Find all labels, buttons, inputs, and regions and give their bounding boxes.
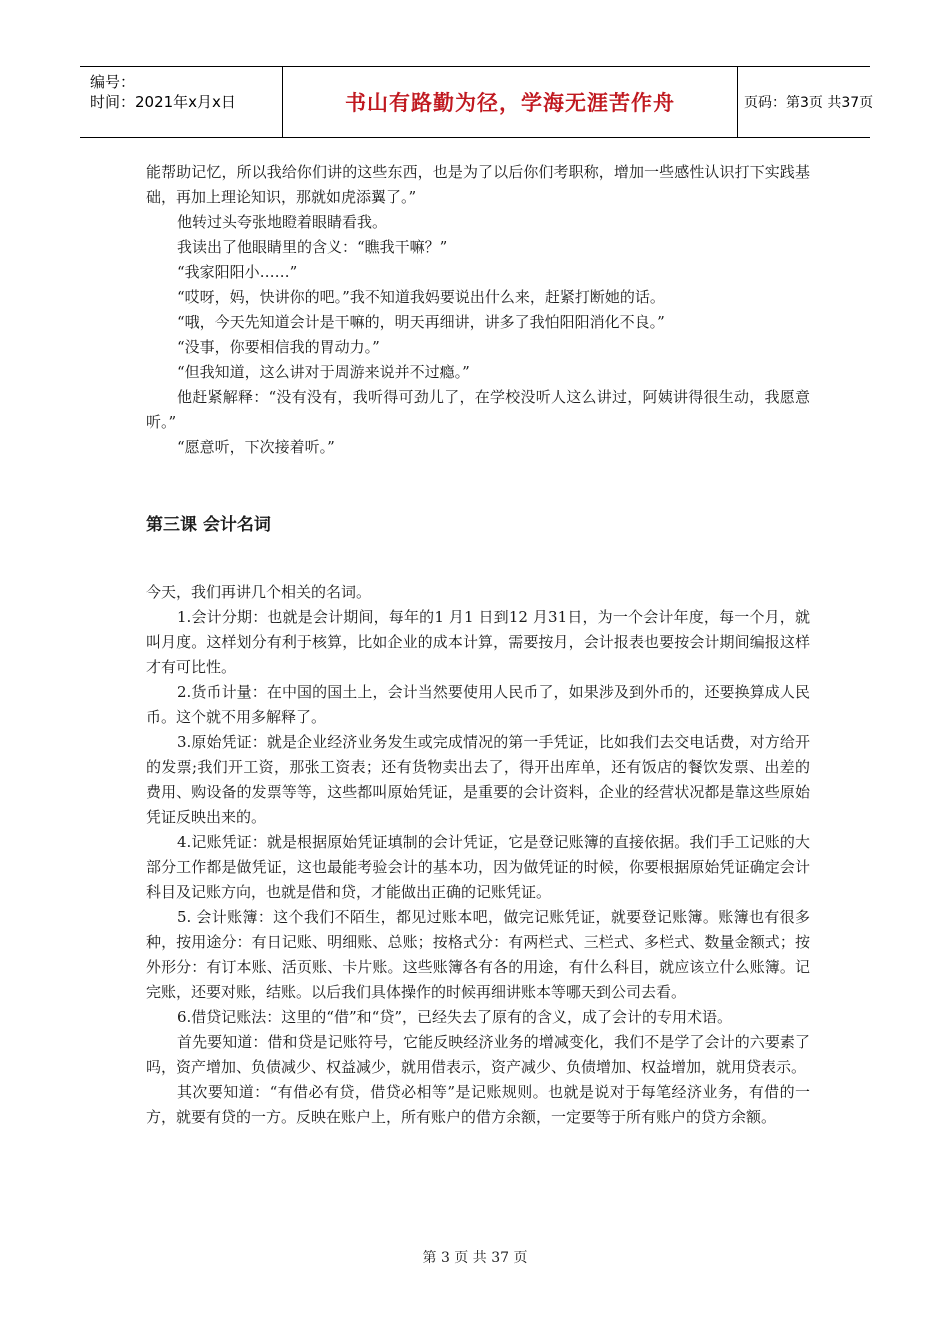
header-page-cell (738, 67, 874, 137)
header-meta-cell (80, 67, 283, 137)
lesson-paragraph: 1.会计分期：也就是会计期间，每年的1 月1 日到12 月31日，为一个会计年度，每一个月，就叫月度。这样划分有利于核算，比如企业的成本计算，需要按月，会计报表也要按会计期间编报这样才有可比性。 (146, 608, 810, 676)
lesson-paragraph: 3.原始凭证：就是企业经济业务发生或完成情况的第一手凭证，比如我们去交电话费，对方给开的发票;我们开工资，那张工资表；还有货物卖出去了，得开出库单，还有饭店的餐饮发票、出差的费用、购设备的发票等等，这些都叫原始凭证，是重要的会计资料，企业的经营状况都是靠这些原始凭证反映出来的。 (146, 733, 810, 826)
intro-paragraph: 他转过头夸张地瞪着眼睛看我。 (177, 213, 388, 231)
lesson-paragraph: 6.借贷记账法：这里的“借”和“贷”，已经失去了原有的含义，成了会计的专用术语。 (177, 1008, 732, 1026)
page-code: 页码：第3页 共37页 (744, 95, 874, 111)
page-header (80, 66, 874, 138)
document-body (146, 160, 810, 1130)
intro-paragraph: “哦，今天先知道会计是干嘛的，明天再细讲，讲多了我怕阳阳消化不良。” (177, 313, 665, 331)
intro-paragraph: “但我知道，这么讲对于周游来说并不过瘾。” (177, 363, 470, 381)
serial-label: 编号： (90, 73, 136, 91)
lesson-paragraph: 其次要知道：“有借必有贷，借贷必相等”是记账规则。也就是说对于每笔经济业务，有借的一方，就要有贷的一方。反映在账户上，所有账户的借方余额，一定要等于所有账户的贷方余额。 (146, 1083, 810, 1126)
time-line: 时间：2021年x月x日 (90, 93, 236, 111)
lesson-paragraph: 2.货币计量：在中国的国土上，会计当然要使用人民币了，如果涉及到外币的，还要换算成人民币。这个就不用多解释了。 (146, 683, 810, 726)
intro-paragraph: 我读出了他眼睛里的含义：“瞧我干嘛？” (177, 238, 448, 256)
intro-paragraph: “愿意听，下次接着听。” (177, 438, 335, 456)
intro-paragraph: “没事，你要相信我的胃动力。” (177, 338, 380, 356)
intro-paragraph: 他赶紧解释：“没有没有，我听得可劲儿了，在学校没听人这么讲过，阿姨讲得很生动，我愿意听。” (146, 388, 810, 431)
lesson-paragraph: 5. 会计账簿：这个我们不陌生，都见过账本吧，做完记账凭证，就要登记账簿。账簿也有很多种，按用途分：有日记账、明细账、总账；按格式分：有两栏式、三栏式、多栏式、数量金额式；按外形分：有订本账、活页账、卡片账。这些账簿各有各的用途，有什么科目，就应该立什么账簿。记完账，还要对账，结账。以后我们具体操作的时候再细讲账本等哪天到公司去看。 (146, 908, 810, 1001)
lesson-paragraph: 4.记账凭证：就是根据原始凭证填制的会计凭证，它是登记账簿的直接依据。我们手工记账的大部分工作都是做凭证，这也最能考验会计的基本功，因为做凭证的时候，你要根据原始凭证确定会计科目及记账方向，也就是借和贷，才能做出正确的记账凭证。 (146, 833, 810, 901)
motto-text: 书山有路勤为径，学海无涯苦作舟 (345, 91, 675, 115)
intro-paragraph: 能帮助记忆，所以我给你们讲的这些东西，也是为了以后你们考职称，增加一些感性认识打下实践基础，再加上理论知识，那就如虎添翼了。” (146, 163, 810, 206)
intro-paragraph: “我家阳阳小……” (177, 263, 298, 281)
lesson-title: 第三课 会计名词 (146, 515, 271, 535)
intro-paragraph: “哎呀，妈，快讲你的吧。”我不知道我妈要说出什么来，赶紧打断她的话。 (177, 288, 665, 306)
lesson-paragraph: 首先要知道：借和贷是记账符号，它能反映经济业务的增减变化，我们不是学了会计的六要素了吗，资产增加、负债减少、权益减少，就用借表示，资产减少、负债增加、权益增加，就用贷表示。 (146, 1033, 810, 1076)
lesson-paragraph: 今天，我们再讲几个相关的名词。 (146, 583, 372, 601)
page-footer: 第 3 页 共 37 页 (422, 1250, 528, 1266)
header-motto-cell (283, 67, 738, 137)
